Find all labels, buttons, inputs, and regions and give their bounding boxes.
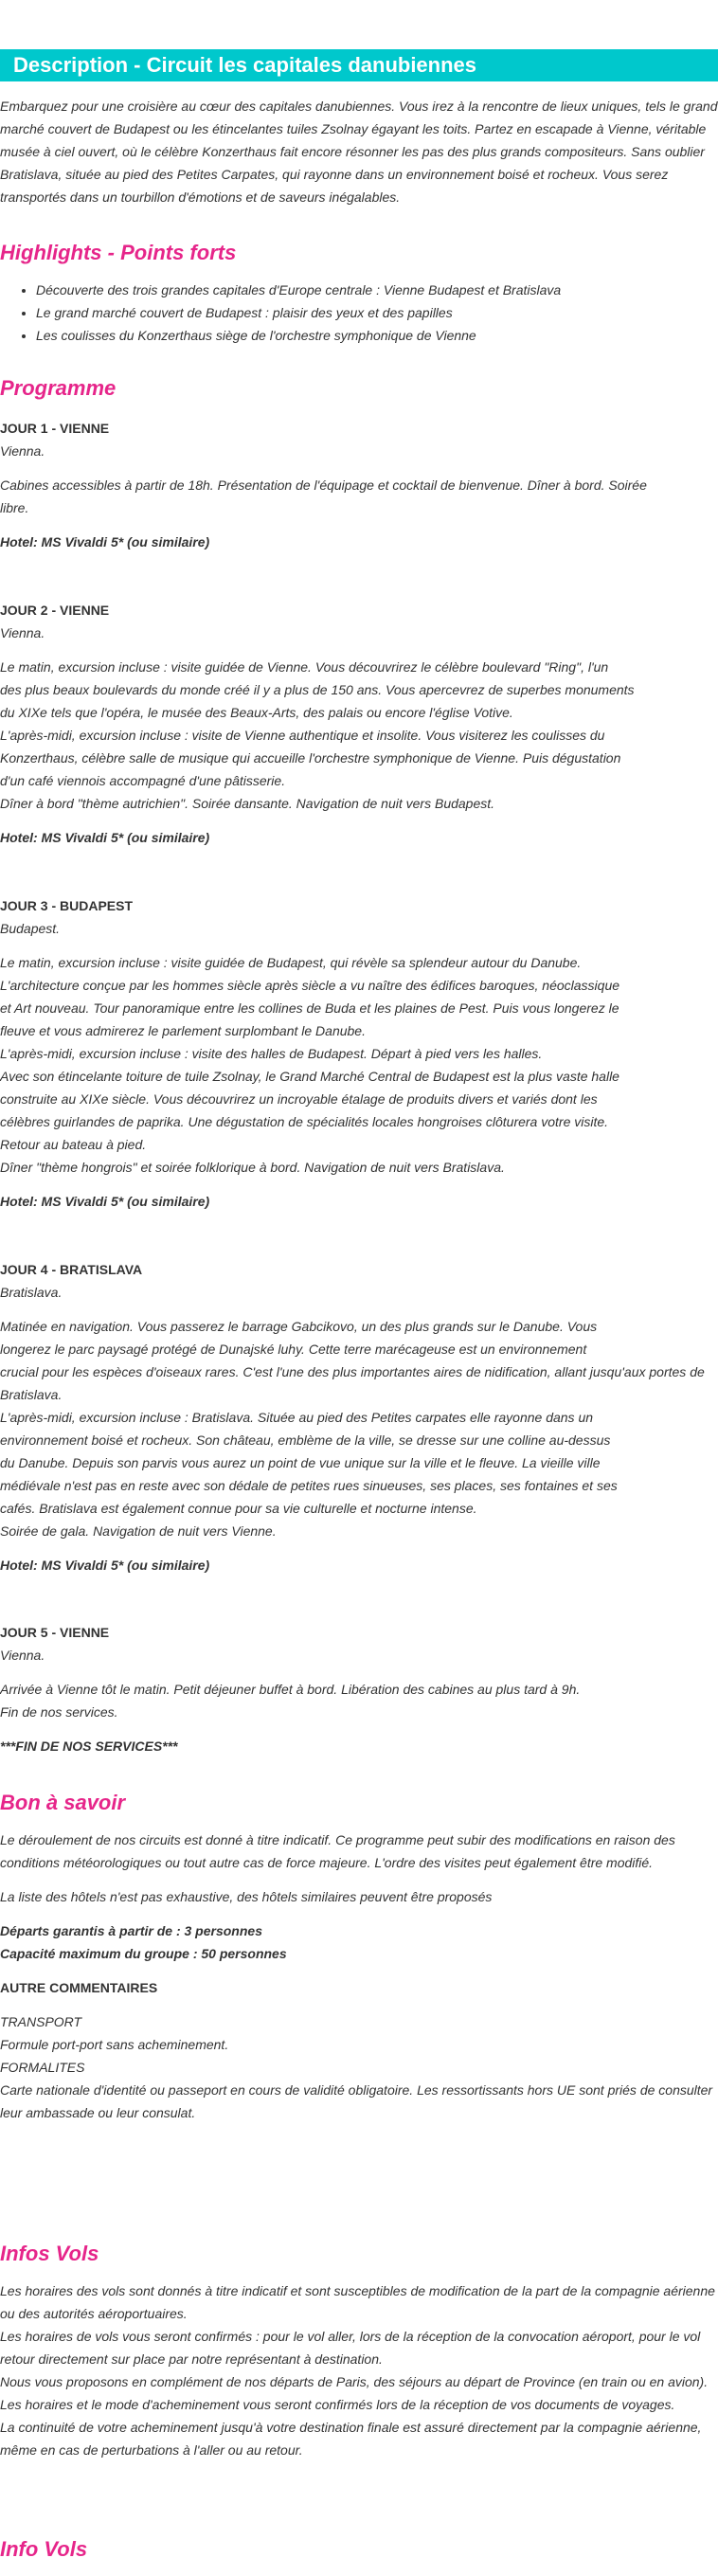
vols-line: La continuité de votre acheminement jusqu'à votre destination finale est assuré directement par la compagnie aérienne, même en cas de perturbations à l'aller ou au retour. [0,2420,702,2458]
day-line: Matinée en navigation. Vous passerez le barrage Gabcikovo, un des plus grands sur le Danube. Vous [0,1319,598,1334]
description-banner [0,49,718,81]
highlights-heading: Highlights - Points forts [0,241,237,264]
day-line: L'après-midi, excursion incluse : Bratislava. Située au pied des Petites carpates elle rayonne dans un [0,1410,594,1425]
hotel-line: Hotel: MS Vivaldi 5* (ou similaire) [0,1194,210,1209]
vols-line: Les horaires de vols vous seront confirmés : pour le vol aller, lors de la réception de la convocation aéroport, pour le vol retour directement sur place par notre représentant à destination. [0,2329,701,2367]
vols-line: Les horaires et le mode d'acheminement vous seront confirmés lors de la réception de vos documents de voyages. [0,2397,675,2412]
day-line: environnement boisé et rocheux. Son château, emblème de la ville, se dresse sur une colline au-dessus [0,1432,611,1448]
hotel-line: Hotel: MS Vivaldi 5* (ou similaire) [0,534,210,549]
day-line: Arrivée à Vienne tôt le matin. Petit déjeuner buffet à bord. Libération des cabines au plus tard à 9h. [0,1682,581,1697]
departs-garantis: Départs garantis à partir de : 3 personnes [0,1923,262,1938]
intro-text: Embarquez pour une croisière au cœur des capitales danubiennes. Vous irez à la rencontre de lieux uniques, tels le grand marché couvert de Budapest ou les étincelantes tuiles Zsolnay égayant les toits. Partez en escapade à Vienne, véritable musée à ciel ouvert, où le célèbre Konzerthaus fait encore résonner les pas des plus grands compositeurs. Sans oublier Bratislava, située au pied des Petites Carpates, qui rayonne dans un environnement boisé et rocheux. Vous serez transportés dans un tourbillon d'émotions et de saveurs inégalables. [0,99,718,205]
day-1 [0,417,718,553]
day-line: construite au XIXe siècle. Vous découvrirez un incroyable étalage de produits divers et variés dont les [0,1091,598,1107]
day-line: Avec son étincelante toiture de tuile Zsolnay, le Grand Marché Central de Budapest est la plus vaste halle [0,1069,619,1084]
disclaimer-text: Le déroulement de nos circuits est donné à titre indicatif. Ce programme peut subir des modifications en raison des conditions météorologiques ou tout autre cas de force majeure. L'ordre des visites peut également être modifié. [0,1832,675,1870]
day-line: crucial pour les espèces d'oiseaux rares. C'est l'une des plus importantes aires de nidification, allant jusqu'aux portes de [0,1364,705,1379]
formalites-text: Carte nationale d'identité ou passeport en cours de validité obligatoire. Les ressortissants hors UE sont priés de consulter leur ambassade ou leur consulat. [0,2082,713,2120]
day-place: Vienna. [0,625,45,640]
hotel-line: Hotel: MS Vivaldi 5* (ou similaire) [0,830,210,845]
day-title: JOUR 1 - VIENNE [0,421,110,436]
day-line: Konzerthaus, célèbre salle de musique qui accueille l'orchestre symphonique de Vienne. Puis dégustation [0,750,621,766]
autre-commentaires: AUTRE COMMENTAIRES [0,1980,158,1995]
day-line: Bratislava. [0,1387,63,1402]
bon-a-savoir-heading: Bon à savoir [0,1791,126,1814]
day-place: Budapest. [0,921,61,936]
day-line: libre. [0,500,29,515]
day-line: Dîner à bord "thème autrichien". Soirée dansante. Navigation de nuit vers Budapest. [0,796,495,811]
day-place: Vienna. [0,1648,45,1663]
day-line: Dîner "thème hongrois" et soirée folklorique à bord. Navigation de nuit vers Bratislava. [0,1160,505,1175]
day-line: Cabines accessibles à partir de 18h. Présentation de l'équipage et cocktail de bienvenue. Dîner à bord. Soirée [0,477,647,493]
infos-vols-section [0,2240,718,2461]
day-line: cafés. Bratislava est également connue pour sa vie culturelle et nocturne intense. [0,1501,477,1516]
list-item: • Le grand marché couvert de Budapest : plaisir des yeux et des papilles [36,301,718,324]
info-vol-section [0,2535,718,2564]
vols-line: Les horaires des vols sont donnés à titre indicatif et sont susceptibles de modification de la part de la compagnie aérienne ou des autorités aéroportuaires. [0,2283,715,2321]
day-line: L'après-midi, excursion incluse : visite des halles de Budapest. Départ à pied vers les halles. [0,1046,543,1061]
transport-text: Formule port-port sans acheminement. [0,2037,229,2052]
day-title: JOUR 4 - BRATISLAVA [0,1262,143,1277]
day-line: L'après-midi, excursion incluse : visite de Vienne authentique et insolite. Vous visiterez les coulisses du [0,728,605,743]
day-line: des plus beaux boulevards du monde créé il y a plus de 150 ans. Vous apercevrez de superbes monuments [0,682,635,697]
end-of-services: ***FIN DE NOS SERVICES*** [0,1738,178,1754]
day-place: Bratislava. [0,1285,63,1300]
day-3 [0,894,718,1213]
day-5 [0,1621,718,1757]
list-item: • Découverte des trois grandes capitales d'Europe centrale : Vienne Budapest et Bratislava [36,279,718,301]
transport-label: TRANSPORT [0,2014,82,2029]
day-line: Fin de nos services. [0,1704,118,1720]
day-line: L'architecture conçue par les hommes siècle après siècle a vu naître des édifices baroques, néoclassique [0,978,620,993]
day-line: médiévale n'est pas en reste avec son dédale de petites rues sinueuses, ses places, ses fontaines et ses [0,1478,618,1493]
capacite-maximum: Capacité maximum du groupe : 50 personnes [0,1946,287,1961]
day-line: du Danube. Depuis son parvis vous aurez un point de vue unique sur la ville et le fleuve. La vieille ville [0,1455,601,1470]
highlights-section [0,239,718,347]
infos-vols-heading: Infos Vols [0,2242,99,2265]
day-place: Vienna. [0,443,45,459]
bon-a-savoir-section [0,1789,718,2124]
day-line: d'un café viennois accompagné d'une pâtisserie. [0,773,286,788]
intro-section [0,95,718,208]
hotel-line: Hotel: MS Vivaldi 5* (ou similaire) [0,1558,210,1573]
programme-section [0,374,718,403]
day-line: célèbres guirlandes de paprika. Une dégustation de spécialités locales hongroises clôturera votre visite. [0,1114,609,1129]
day-4 [0,1258,718,1576]
hotels-note: La liste des hôtels n'est pas exhaustive, des hôtels similaires peuvent être proposés [0,1889,493,1904]
info-vols-heading: Info Vols [0,2537,88,2561]
day-line: et Art nouveau. Tour panoramique entre les collines de Buda et les plaines de Pest. Puis vous longerez le [0,1000,619,1016]
day-title: JOUR 3 - BUDAPEST [0,898,134,913]
day-2 [0,599,718,849]
day-line: longerez le parc paysagé protégé de Dunajské luhy. Cette terre marécageuse est un environnement [0,1342,587,1357]
day-line: fleuve et vous admirerez le parlement surplombant le Danube. [0,1023,366,1038]
day-line: Soirée de gala. Navigation de nuit vers Vienne. [0,1523,277,1539]
highlights-list [0,279,718,347]
formalites-label: FORMALITES [0,2060,85,2075]
day-line: Le matin, excursion incluse : visite guidée de Budapest, qui révèle sa splendeur autour du Danube. [0,955,582,970]
list-item: • Les coulisses du Konzerthaus siège de l'orchestre symphonique de Vienne [36,324,718,347]
day-line: Le matin, excursion incluse : visite guidée de Vienne. Vous découvrirez le célèbre boulevard "Ring", l'un [0,659,609,675]
programme-heading: Programme [0,376,117,400]
page-title: Description - Circuit les capitales danubiennes [13,53,477,77]
day-title: JOUR 2 - VIENNE [0,603,110,618]
day-line: du XIXe tels que l'opéra, le musée des Beaux-Arts, des palais ou encore l'église Votive. [0,705,513,720]
day-title: JOUR 5 - VIENNE [0,1625,110,1640]
vols-line: Nous vous proposons en complément de nos départs de Paris, des séjours au départ de Province (en train ou en avion). [0,2374,709,2389]
day-line: Retour au bateau à pied. [0,1137,147,1152]
